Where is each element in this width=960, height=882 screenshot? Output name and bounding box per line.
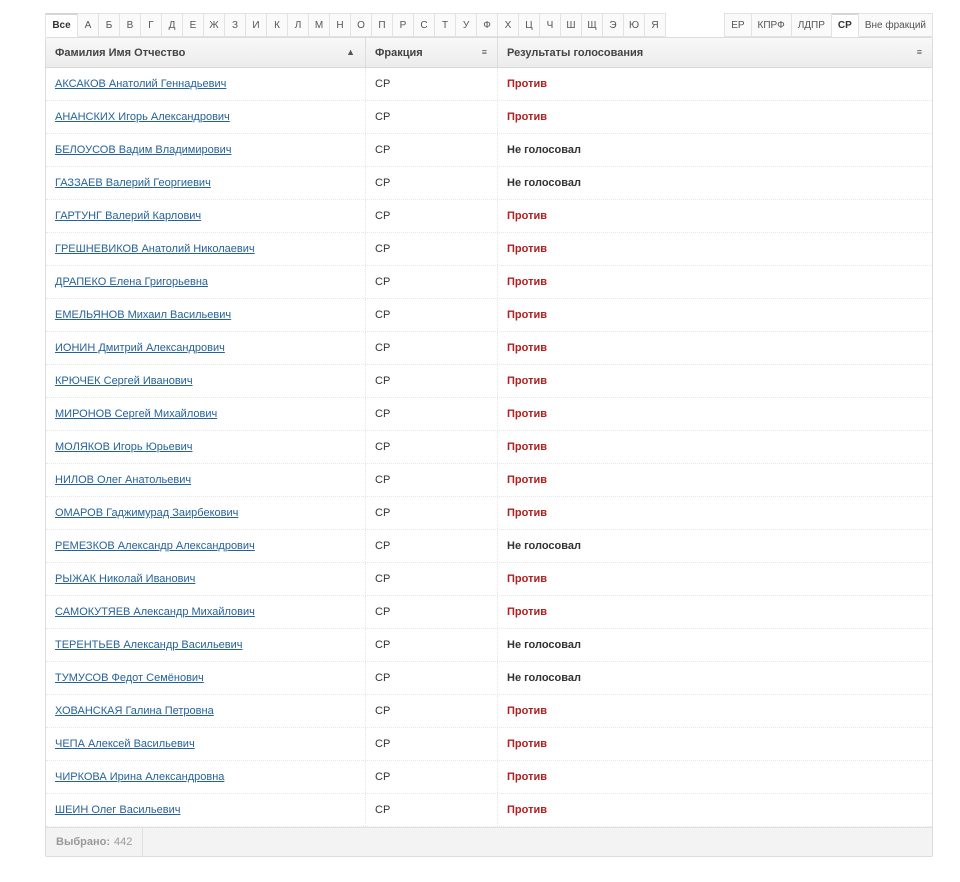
table-row[interactable] <box>46 167 932 200</box>
table-row[interactable] <box>46 266 932 299</box>
table-row[interactable] <box>46 299 932 332</box>
column-header-faction-label: Фракция <box>375 46 423 59</box>
vote-result: Против <box>507 507 547 519</box>
cell-faction: СР <box>366 266 498 298</box>
selected-count <box>46 828 143 856</box>
table-row[interactable] <box>46 761 932 794</box>
cell-name <box>46 233 366 265</box>
grid-body <box>46 68 932 828</box>
vote-result: Против <box>507 111 547 123</box>
letter-tab[interactable]: Т <box>435 13 456 37</box>
letter-tab[interactable]: А <box>78 13 99 37</box>
letter-tab[interactable]: У <box>456 13 477 37</box>
cell-name <box>46 794 366 826</box>
deputy-link[interactable]: МОЛЯКОВ Игорь Юрьевич <box>55 441 193 453</box>
vote-result: Не голосовал <box>507 177 581 189</box>
grid-footer <box>46 827 932 856</box>
table-row[interactable] <box>46 68 932 101</box>
deputy-link[interactable]: АНАНСКИХ Игорь Александрович <box>55 111 230 123</box>
deputy-link[interactable]: КРЮЧЕК Сергей Иванович <box>55 375 193 387</box>
cell-result <box>498 728 932 760</box>
cell-name <box>46 464 366 496</box>
column-header-name-label: Фамилия Имя Отчество <box>55 46 186 59</box>
cell-name <box>46 563 366 595</box>
letter-tab[interactable]: К <box>267 13 288 37</box>
vote-result: Против <box>507 606 547 618</box>
column-header-name[interactable] <box>46 38 366 67</box>
cell-result <box>498 68 932 100</box>
vote-result: Против <box>507 705 547 717</box>
letter-tab[interactable]: Х <box>498 13 519 37</box>
cell-faction: СР <box>366 101 498 133</box>
letter-tab[interactable]: Э <box>603 13 624 37</box>
letter-tab[interactable]: Ч <box>540 13 561 37</box>
cell-faction: СР <box>366 365 498 397</box>
selected-label: Выбрано: <box>56 836 110 848</box>
letter-tab[interactable]: Ж <box>204 13 225 37</box>
deputy-link[interactable]: ГРЕШНЕВИКОВ Анатолий Николаевич <box>55 243 255 255</box>
cell-faction: СР <box>366 695 498 727</box>
faction-tab[interactable]: СР <box>832 13 859 37</box>
vote-result: Против <box>507 771 547 783</box>
vote-result: Против <box>507 408 547 420</box>
cell-name <box>46 761 366 793</box>
cell-result <box>498 134 932 166</box>
vote-result: Против <box>507 309 547 321</box>
column-menu-icon[interactable]: ≡ <box>916 47 922 57</box>
deputies-grid <box>45 37 933 857</box>
cell-faction: СР <box>366 629 498 661</box>
column-header-result[interactable] <box>498 38 932 67</box>
deputy-link[interactable]: ЕМЕЛЬЯНОВ Михаил Васильевич <box>55 309 232 321</box>
faction-tab[interactable]: Вне фракций <box>859 13 933 37</box>
cell-result <box>498 299 932 331</box>
letter-tab[interactable]: Н <box>330 13 351 37</box>
cell-faction: СР <box>366 530 498 562</box>
cell-result <box>498 662 932 694</box>
cell-name <box>46 332 366 364</box>
cell-result <box>498 596 932 628</box>
cell-result <box>498 233 932 265</box>
cell-faction: СР <box>366 761 498 793</box>
cell-faction: СР <box>366 497 498 529</box>
vote-result: Не голосовал <box>507 639 581 651</box>
cell-result <box>498 464 932 496</box>
cell-name <box>46 629 366 661</box>
letter-tabs <box>45 13 666 37</box>
deputy-link[interactable]: ОМАРОВ Гаджимурад Заирбекович <box>55 507 239 519</box>
cell-faction: СР <box>366 563 498 595</box>
cell-name <box>46 266 366 298</box>
vote-result: Против <box>507 573 547 585</box>
cell-result <box>498 200 932 232</box>
grid-header <box>46 38 932 68</box>
faction-tab[interactable]: ЛДПР <box>792 13 832 37</box>
cell-faction: СР <box>366 200 498 232</box>
cell-faction: СР <box>366 596 498 628</box>
deputy-link[interactable]: ГАЗЗАЕВ Валерий Георгиевич <box>55 177 211 189</box>
table-row[interactable] <box>46 596 932 629</box>
letter-tab[interactable]: Е <box>183 13 204 37</box>
deputy-link[interactable]: ЧИРКОВА Ирина Александровна <box>55 771 225 783</box>
cell-faction: СР <box>366 167 498 199</box>
cell-result <box>498 794 932 826</box>
cell-faction: СР <box>366 299 498 331</box>
table-row[interactable] <box>46 563 932 596</box>
table-row[interactable] <box>46 695 932 728</box>
cell-result <box>498 761 932 793</box>
cell-result <box>498 398 932 430</box>
faction-tabs <box>724 13 933 37</box>
cell-name <box>46 695 366 727</box>
table-row[interactable] <box>46 398 932 431</box>
deputy-link[interactable]: САМОКУТЯЕВ Александр Михайлович <box>55 606 255 618</box>
vote-result: Против <box>507 375 547 387</box>
table-row[interactable] <box>46 101 932 134</box>
letter-tab[interactable]: Ц <box>519 13 540 37</box>
tab-all[interactable]: Все <box>45 13 78 37</box>
cell-result <box>498 431 932 463</box>
vote-result: Не голосовал <box>507 540 581 552</box>
letter-tab[interactable]: М <box>309 13 330 37</box>
letter-tab[interactable]: П <box>372 13 393 37</box>
letter-tab[interactable]: Ш <box>561 13 582 37</box>
letter-tab[interactable]: Д <box>162 13 183 37</box>
cell-name <box>46 299 366 331</box>
vote-result: Против <box>507 804 547 816</box>
column-header-result-label: Результаты голосования <box>507 46 644 59</box>
vote-result: Не голосовал <box>507 144 581 156</box>
vote-result: Против <box>507 342 547 354</box>
cell-name <box>46 167 366 199</box>
cell-result <box>498 101 932 133</box>
cell-faction: СР <box>366 332 498 364</box>
sort-asc-icon[interactable]: ▲ <box>346 47 355 57</box>
cell-result <box>498 167 932 199</box>
deputy-link[interactable]: ШЕИН Олег Васильевич <box>55 804 181 816</box>
letter-tab[interactable]: В <box>120 13 141 37</box>
vote-result: Против <box>507 243 547 255</box>
deputy-link[interactable]: ТЕРЕНТЬЕВ Александр Васильевич <box>55 639 243 651</box>
deputy-link[interactable]: РЕМЕЗКОВ Александр Александрович <box>55 540 255 552</box>
table-row[interactable] <box>46 497 932 530</box>
cell-name <box>46 365 366 397</box>
table-row[interactable] <box>46 629 932 662</box>
vote-result: Против <box>507 276 547 288</box>
vote-result: Против <box>507 474 547 486</box>
cell-result <box>498 497 932 529</box>
cell-name <box>46 101 366 133</box>
table-row[interactable] <box>46 233 932 266</box>
cell-result <box>498 365 932 397</box>
vote-result: Против <box>507 78 547 90</box>
deputy-link[interactable]: АКСАКОВ Анатолий Геннадьевич <box>55 78 227 90</box>
cell-faction: СР <box>366 662 498 694</box>
cell-result <box>498 695 932 727</box>
vote-result: Против <box>507 210 547 222</box>
letter-tab[interactable]: З <box>225 13 246 37</box>
letter-tab[interactable]: О <box>351 13 372 37</box>
table-row[interactable] <box>46 662 932 695</box>
deputy-link[interactable]: ГАРТУНГ Валерий Карлович <box>55 210 202 222</box>
deputy-link[interactable]: ТУМУСОВ Федот Семёнович <box>55 672 204 684</box>
letter-tab[interactable]: Р <box>393 13 414 37</box>
cell-faction: СР <box>366 728 498 760</box>
deputy-link[interactable]: ДРАПЕКО Елена Григорьевна <box>55 276 209 288</box>
filter-tabs <box>45 13 933 37</box>
cell-result <box>498 563 932 595</box>
cell-result <box>498 530 932 562</box>
table-row[interactable] <box>46 464 932 497</box>
cell-result <box>498 332 932 364</box>
column-menu-icon[interactable]: ≡ <box>481 47 487 57</box>
cell-name <box>46 728 366 760</box>
table-row[interactable] <box>46 332 932 365</box>
vote-result: Не голосовал <box>507 672 581 684</box>
letter-tab[interactable]: Ю <box>624 13 645 37</box>
letter-tab[interactable]: Щ <box>582 13 603 37</box>
letter-tab[interactable]: С <box>414 13 435 37</box>
cell-name <box>46 200 366 232</box>
faction-tab[interactable]: ЕР <box>724 13 751 37</box>
cell-faction: СР <box>366 398 498 430</box>
table-row[interactable] <box>46 794 932 827</box>
cell-faction: СР <box>366 233 498 265</box>
cell-faction: СР <box>366 464 498 496</box>
cell-faction: СР <box>366 68 498 100</box>
letter-tab[interactable]: Ф <box>477 13 498 37</box>
deputy-link[interactable]: НИЛОВ Олег Анатольевич <box>55 474 192 486</box>
cell-faction: СР <box>366 794 498 826</box>
deputy-link[interactable]: РЫЖАК Николай Иванович <box>55 573 196 585</box>
cell-result <box>498 629 932 661</box>
column-header-faction[interactable] <box>366 38 498 67</box>
deputy-link[interactable]: БЕЛОУСОВ Вадим Владимирович <box>55 144 232 156</box>
cell-faction: СР <box>366 431 498 463</box>
vote-result: Против <box>507 738 547 750</box>
cell-name <box>46 398 366 430</box>
vote-result: Против <box>507 441 547 453</box>
cell-faction: СР <box>366 134 498 166</box>
faction-tab[interactable]: КПРФ <box>752 13 792 37</box>
cell-name <box>46 596 366 628</box>
table-row[interactable] <box>46 728 932 761</box>
deputy-link[interactable]: МИРОНОВ Сергей Михайлович <box>55 408 218 420</box>
cell-name <box>46 134 366 166</box>
table-row[interactable] <box>46 200 932 233</box>
deputy-link[interactable]: ИОНИН Дмитрий Александрович <box>55 342 225 354</box>
cell-name <box>46 68 366 100</box>
cell-name <box>46 431 366 463</box>
cell-name <box>46 662 366 694</box>
letter-tab[interactable]: Г <box>141 13 162 37</box>
letter-tab[interactable]: Я <box>645 13 666 37</box>
table-row[interactable] <box>46 530 932 563</box>
deputy-link[interactable]: ЧЕПА Алексей Васильевич <box>55 738 195 750</box>
letter-tab[interactable]: Л <box>288 13 309 37</box>
deputy-link[interactable]: ХОВАНСКАЯ Галина Петровна <box>55 705 214 717</box>
table-row[interactable] <box>46 134 932 167</box>
cell-result <box>498 266 932 298</box>
selected-value: 442 <box>114 836 133 848</box>
cell-name <box>46 497 366 529</box>
table-row[interactable] <box>46 431 932 464</box>
cell-name <box>46 530 366 562</box>
table-row[interactable] <box>46 365 932 398</box>
letter-tab[interactable]: Б <box>99 13 120 37</box>
letter-tab[interactable]: И <box>246 13 267 37</box>
